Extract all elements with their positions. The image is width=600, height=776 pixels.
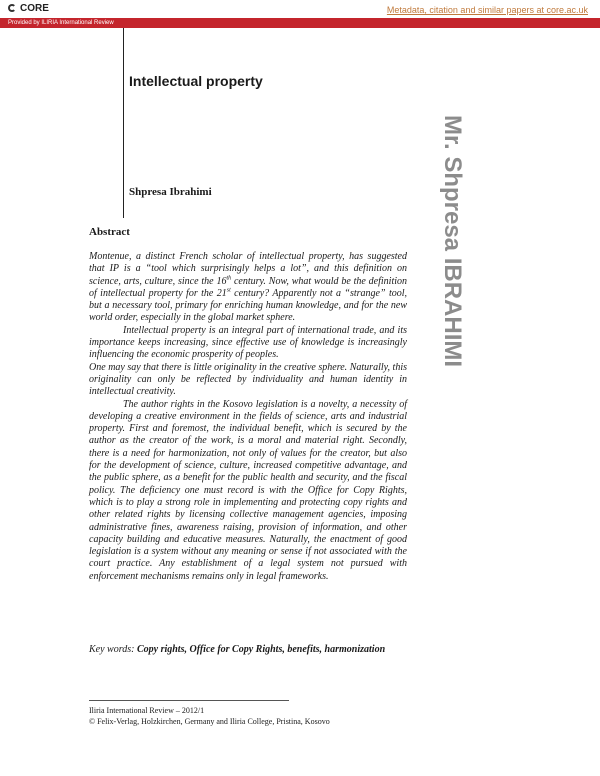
keywords-value: Copy rights, Office for Copy Rights, benefits, harmonization [136, 644, 386, 655]
provider-banner [0, 18, 600, 28]
side-author-name-text: Mr. Shpresa IBRAHIMI [439, 114, 466, 368]
keywords [89, 644, 407, 656]
side-author-name [437, 91, 467, 391]
abstract-paragraph-4: The author rights in the Kosovo legislation is a novelty, a necessity of developing a creative environment in the fields of science, arts and industrial property. First and foremost, the individual benefit, which is secured by the author as the creator of the work, is a moral and material right. Secondly, there is a need for harmonization, not only of values for the creator, but also for the development of science, culture, increased competitive advantage, and the public sphere, as a benefit for the public health and security, and the fiscal policy. The deficiency one must record is with the Office for Copy Rights, which is to play a strong role in implementing and protecting copy rights and other related rights by licensing collective management agencies, imposing administrative fines, awareness raising, provision of information, and other capacity building and educative measures. Naturally, the enactment of good legislation is a system without any meaning or sense if not associated with the court practice. Any establishment of a legal system not pursued with enforcement mechanisms remains only in legal frameworks. [89, 398, 407, 582]
title-divider [123, 28, 124, 218]
footer-journal: Iliria International Review – 2012/1 [89, 706, 205, 715]
core-logo-icon [8, 4, 18, 14]
footer-copyright: © Felix-Verlag, Holzkirchen, Germany and Iliria College, Pristina, Kosovo [89, 717, 330, 726]
abstract-paragraph-1: Montenue, a distinct French scholar of intellectual property, has suggested that IP is a “tool which surprisingly helps a lot”, and this definition on science, arts, culture, since the 16th century. Now, what would be the definition of intellectual property for the 21st century? Apparently not a “strange” tool, but a necessary tool, primary for enriching human knowledge, and for the new world order, especially in the global market sphere. [89, 251, 408, 324]
abstract-heading: Abstract [89, 226, 130, 238]
core-logo-text: CORE [20, 3, 49, 14]
provider-text: Provided by ILIRIA International Review [8, 20, 114, 26]
abstract-paragraph-3: One may say that there is little originality in the creative sphere. Naturally, this originality can only be reflected by individuality and human identity in intellectual creativity. [89, 361, 407, 398]
top-bar [0, 0, 600, 30]
keywords-label: Key words: [89, 644, 137, 655]
abstract-paragraph-2: Intellectual property is an integral part of international trade, and its importance keeps increasing, since effective use of knowledge is increasingly influencing the economic prosperity of peoples. [89, 324, 407, 361]
paper-title: Intellectual property [129, 73, 263, 89]
metadata-link[interactable]: Metadata, citation and similar papers at core.ac.uk [386, 5, 588, 15]
abstract-body [89, 251, 407, 583]
core-logo[interactable] [8, 3, 49, 14]
paper-author: Shpresa Ibrahimi [129, 186, 212, 198]
footer-rule [89, 700, 289, 701]
